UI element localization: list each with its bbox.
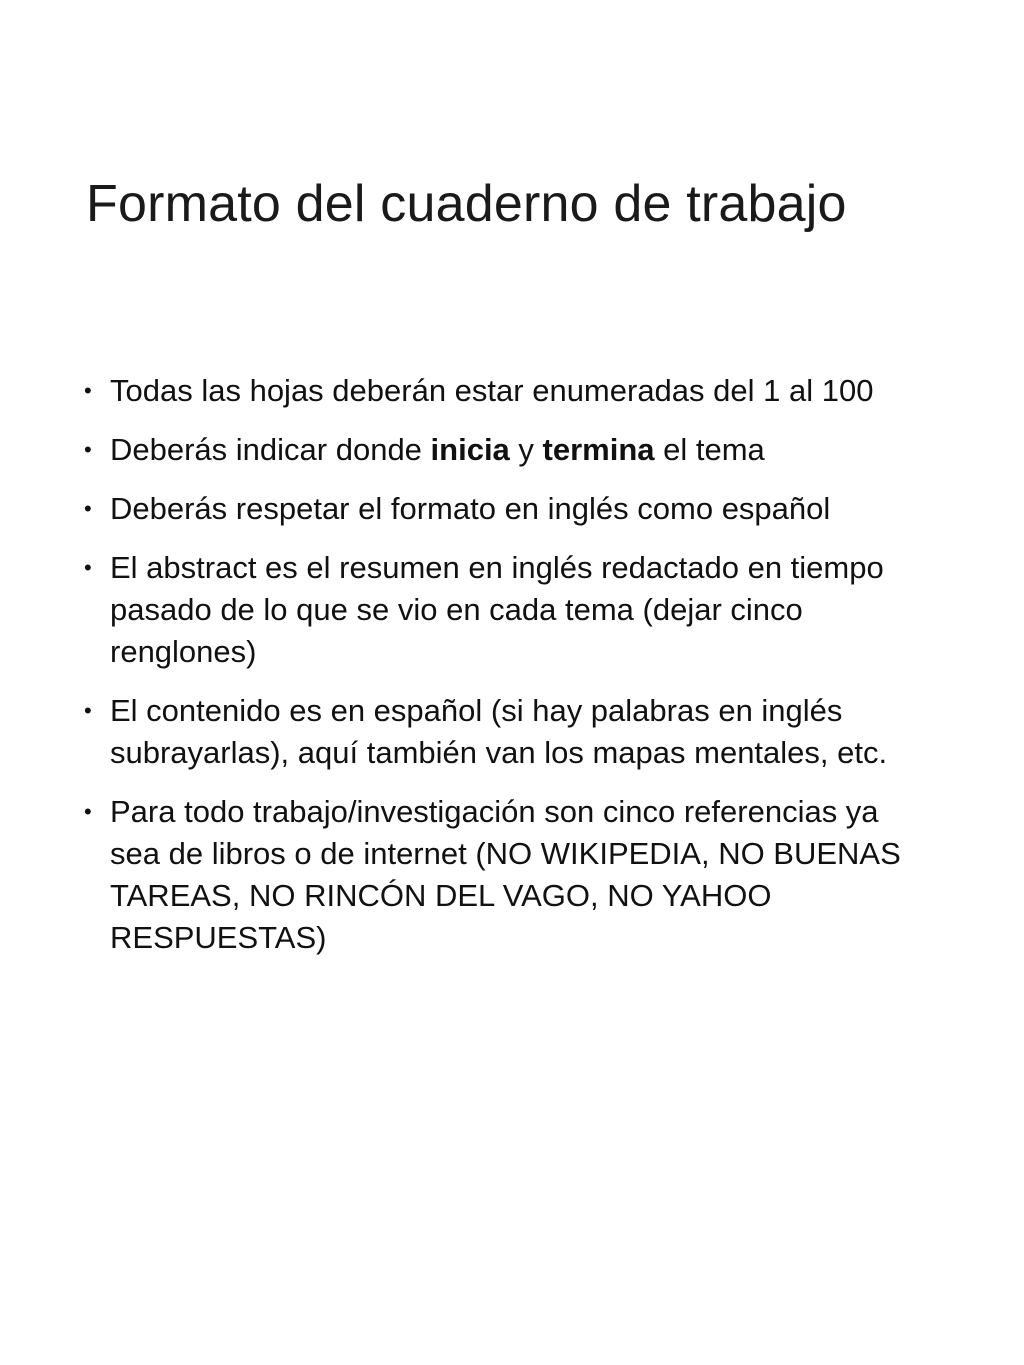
bullet-icon: • <box>84 555 92 580</box>
list-item-text: El contenido es en español (si hay palabras en inglés subrayarlas), aquí también van los mapas mentales, etc. <box>110 693 888 770</box>
bullet-list <box>84 370 930 976</box>
list-item-bold-text: termina <box>542 432 655 467</box>
bullet-icon: • <box>84 799 92 824</box>
list-item-text-part: y <box>509 432 543 467</box>
list-item-text: Todas las hojas deberán estar enumeradas del 1 al 100 <box>110 373 874 408</box>
list-item <box>84 429 930 471</box>
list-item <box>84 690 930 774</box>
list-item <box>84 547 930 673</box>
list-item-text: Para todo trabajo/investigación son cinco referencias ya sea de libros o de internet (NO WIKIPEDIA, NO BUENAS TAREAS, NO RINCÓN DEL VAGO, NO YAHOO RESPUESTAS) <box>110 794 901 955</box>
list-item <box>84 370 930 412</box>
bullet-icon: • <box>84 437 92 462</box>
bullet-icon: • <box>84 698 92 723</box>
list-item-text: Deberás respetar el formato en inglés como español <box>110 491 831 526</box>
list-item <box>84 488 930 530</box>
list-item-text-part: Deberás indicar donde <box>110 432 431 467</box>
slide-title: Formato del cuaderno de trabajo <box>86 175 847 233</box>
list-item-text-part: el tema <box>654 432 765 467</box>
bullet-icon: • <box>84 496 92 521</box>
bullet-icon: • <box>84 378 92 403</box>
list-item-text: El abstract es el resumen en inglés redactado en tiempo pasado de lo que se vio en cada tema (dejar cinco renglones) <box>110 550 884 669</box>
list-item <box>84 791 930 959</box>
list-item-bold-text: inicia <box>430 432 510 467</box>
